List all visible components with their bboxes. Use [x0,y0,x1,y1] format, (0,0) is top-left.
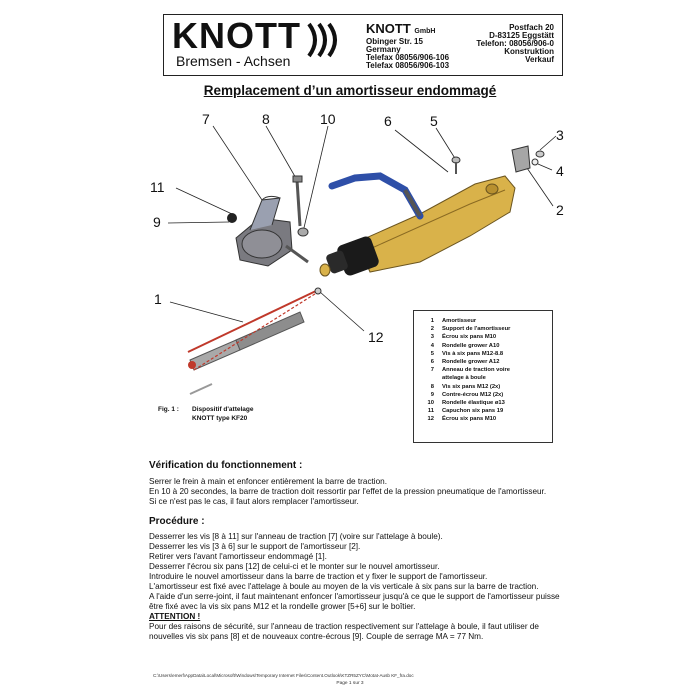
callout-4: 4 [556,163,564,179]
callout-12: 12 [368,329,384,345]
legend-text: Capuchon six pans 19 [442,408,504,415]
legend-row [416,384,500,390]
legend-text: attelage à boule [442,375,486,382]
address-line: Germany [366,45,401,54]
address-line: Verkauf [525,55,554,64]
damper-bracket [512,146,544,172]
legend-text: Support de l'amortisseur [442,326,511,333]
verification-line: Si ce n'est pas le cas, il faut alors remplacer l'amortisseur. [149,497,359,506]
footer-page-number: Page 1 sur 3 [336,681,364,686]
callout-3: 3 [556,127,564,143]
procedure-line: nouvelles vis six pans [8] et de nouveaux contre-écrous [9]. Couple de serrage MA = 77 Nm. [149,632,484,641]
legend-row [416,343,499,349]
legend-text: Écrou six pans M10 [442,416,497,423]
page-title: Remplacement d’un amortisseur endommagé [203,83,497,98]
callout-11: 11 [150,179,165,195]
legend-text: Contre-écrou M12 (2x) [442,391,504,398]
procedure-line: Retirer vers l'avant l'amortisseur endommagé [1]. [149,552,327,561]
figure-caption [158,405,254,423]
legend-text: Anneau de traction voire [442,367,510,374]
coupling-head [236,196,292,266]
callout-8: 8 [262,111,270,127]
legend-text: Écrou six pans M10 [442,334,497,341]
legend-row [416,359,499,365]
legend-row [416,400,505,406]
legend-number: 7 [430,367,434,374]
legend-row [416,326,510,332]
callout-5: 5 [430,113,438,129]
procedure-line: Desserrer les vis [3 à 6] sur le support de l'amortisseur [2]. [149,542,361,551]
address-line: Telefax 08056/906-106 [366,53,450,62]
verification-heading: Vérification du fonctionnement : [149,460,303,471]
legend-row [416,334,496,340]
drawbar-housing [357,176,515,272]
legend-number: 8 [430,383,434,390]
legend-text: Rondelle élastique ø13 [442,400,505,406]
callout-2: 2 [556,202,564,218]
company-name: KNOTT [366,21,411,36]
address-line: Telefon: 08056/906-0 [476,39,554,48]
verification-line: En 10 à 20 secondes, la barre de traction doit ressortir par l'effet de la pression pneumatique de l'amortisseur. [149,487,547,496]
legend-row [416,318,476,324]
callout-9: 9 [153,214,161,230]
legend-text: Rondelle grower A10 [442,342,500,349]
figure-line-1: Dispositif d'attelage [192,406,254,413]
legend-text: Amortisseur [442,318,477,324]
callout-7: 7 [202,111,210,127]
leader-lines [168,126,556,331]
attention-label: ATTENTION ! [149,612,201,621]
procedure-line: L'amortisseur est fixé avec l'attelage à boule au moyen de la vis verticale à six pans sur la barre de traction. [149,582,539,591]
figure-line-2: KNOTT type KF20 [192,415,248,422]
address-line: Obinger Str. 15 [366,37,423,46]
legend-number: 4 [430,342,434,349]
procedure-line: A l'aide d'un serre-joint, il faut maintenant enfoncer l'amortisseur jusqu'à ce que le support de l'amortisseur puisse [149,592,560,601]
footer-file-path: C:\Users\emerl\AppData\Local\Microsoft\Windows\Temporary Internet Files\Content.Outlook\KTZR5ZYC\Motat-Ausb KF_fra.doc [153,673,414,678]
callout-10: 10 [320,111,336,127]
legend-row [416,367,510,373]
procedure-line: Introduire le nouvel amortisseur dans la barre de traction et y fixer le support de l'amortisseur. [149,572,488,581]
legend-number: 9 [430,391,434,398]
logo-subtitle: Bremsen - Achsen [176,53,291,69]
legend-number: 2 [430,326,434,333]
address-line: Telefax 08056/906-103 [366,61,450,70]
company-suffix: GmbH [414,28,436,35]
procedure-line: Desserrer les vis [8 à 11] sur l'anneau de traction [7] (voire sur l'attelage à boule). [149,532,443,541]
address-line: Postfach 20 [509,23,554,32]
legend-number: 5 [430,350,434,357]
legend-number: 11 [427,408,434,415]
legend-text: Vis à six pans M12-8.8 [442,350,504,357]
verification-line: Serrer le frein à main et enfoncer entièrement la barre de traction. [149,477,388,486]
legend-row [416,408,503,414]
legend-text: Vis six pans M12 (2x) [442,383,501,390]
legend-text: Rondelle grower A12 [442,359,500,365]
legend-number: 12 [427,416,434,423]
address-line: Konstruktion [504,47,554,56]
address-line: D-83125 Eggstätt [489,31,554,40]
shock-absorber [188,288,321,394]
callout-6: 6 [384,113,392,129]
legend-row [416,351,503,357]
figure-label: Fig. 1 : [158,406,179,413]
callout-1: 1 [154,291,162,307]
legend-number: 3 [430,334,434,341]
legend-row [416,416,496,422]
bellows-end [320,264,330,276]
legend-row [416,392,503,398]
legend-row [416,375,486,381]
procedure-line: Desserrer l'écrou six pans [12] de celui-ci et le monter sur le nouvel amortisseur. [149,562,440,571]
legend-number: 10 [427,400,434,406]
procedure-heading: Procédure : [149,516,205,527]
knott-logo: KNOTT [172,15,301,56]
procedure-line: Pour des raisons de sécurité, sur l'anneau de traction respectivement sur l'attelage à boule, il faut utiliser de [149,622,539,631]
procedure-line: être fixé avec la vis six pans M12 et la rondelle grower [5+6] sur le boîtier. [149,602,416,611]
legend-number: 1 [430,318,434,324]
legend-number: 6 [430,359,434,365]
